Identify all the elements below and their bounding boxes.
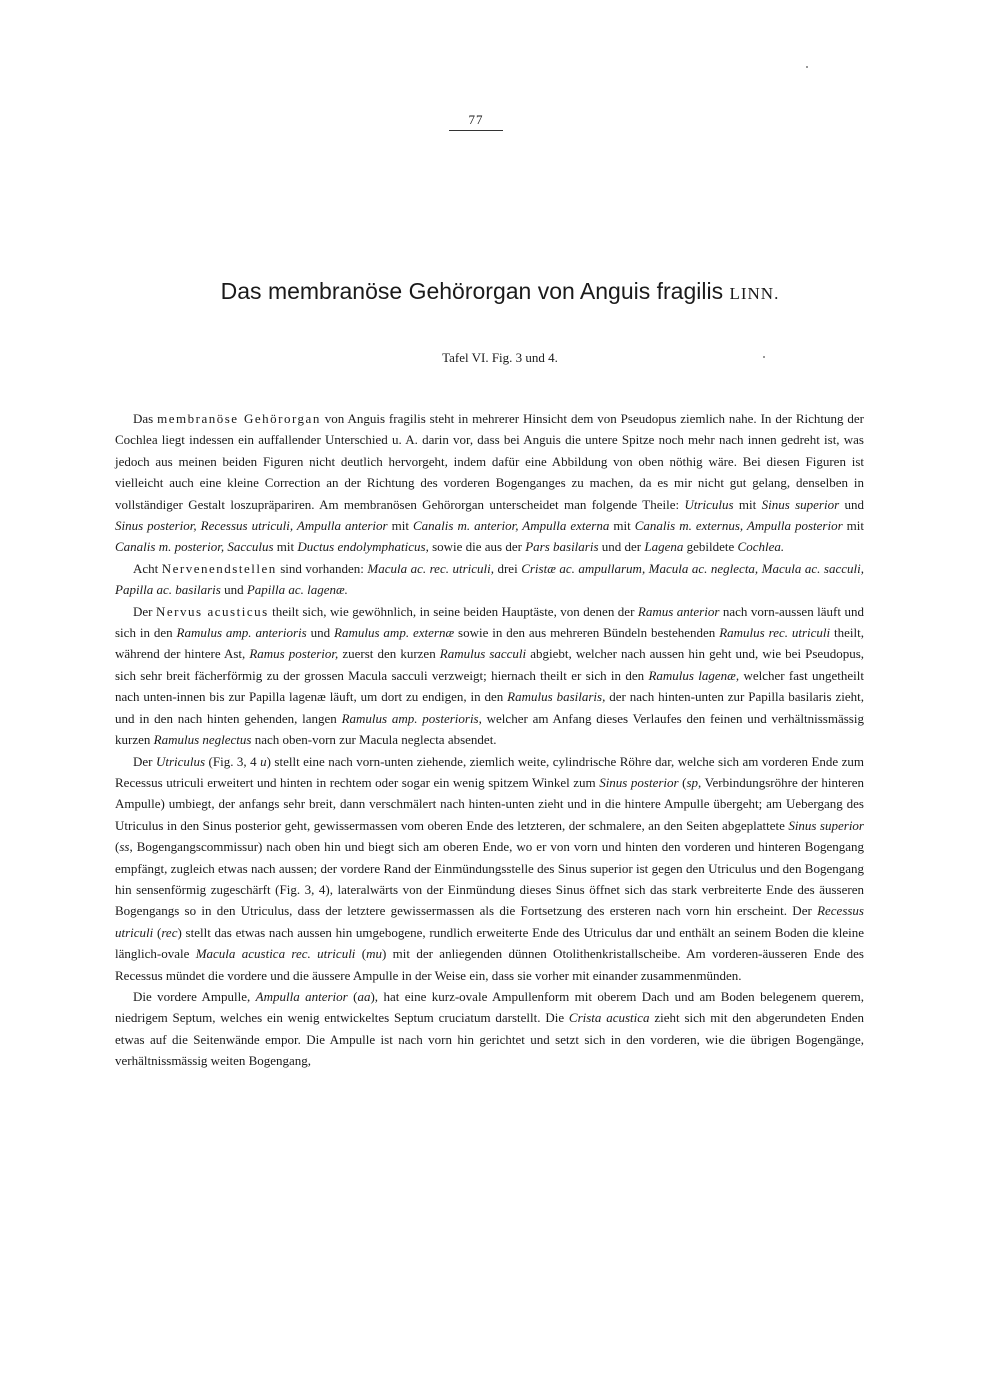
text-run: zuerst den kurzen [338,646,440,662]
text-run: ( [355,946,367,962]
text-run: ) stellt eine nach vorn-unten ziehende, ziemlich weite, cylindrische Röhre dar, welche sich am vorderen Ende zum Recessus utriculi erweitert und hinten in rechtem oder sogar ein wenig spitzem Winkel zum [115,753,864,790]
text-run: Das [133,411,158,426]
italic-term: mu [366,946,382,962]
spaced-term: Nervus acusticus [155,603,269,619]
text-run: ( [153,924,162,940]
italic-term: ss [119,839,130,855]
italic-term: Ramulus basilaris, [507,689,606,705]
italic-term: Canalis m. anterior, Ampulla externa [412,518,610,534]
title-main: Das membranöse Gehörorgan von Anguis fragilis [220,278,724,304]
italic-term: Ramulus sacculi [439,646,527,662]
page-title [0,278,1000,305]
italic-term: Utriculus [684,496,734,512]
text-run: Der [133,753,156,769]
text-run: sowie in den aus mehreren Bündeln bestehenden [454,625,720,641]
spaced-term: membranöse Gehörorgan [157,411,321,426]
italic-term: Sinus posterior, Recessus utriculi, Ampulla anterior [115,518,388,534]
text-run: theilt, während der hintere Ast, [115,625,865,662]
italic-term: Recessus utriculi [115,903,864,940]
text-run: welcher am Anfang dieses Verlaufes den feinen und verhältnissmässig kurzen [115,710,864,748]
text-run: mit [387,518,413,534]
italic-term: Pars basilaris [525,539,599,555]
italic-term: Lagena [644,539,684,555]
text-run: sind vorhanden: [276,560,368,576]
italic-term: Utriculus [155,753,206,769]
scan-speck [806,66,808,68]
italic-term: Ramulus neglectus [153,732,252,748]
text-run: Die vordere Ampulle, [133,988,256,1004]
italic-term: Canalis m. externus, Ampulla posterior [634,518,843,534]
paragraph [115,601,864,751]
spaced-term: Nervenendstellen [161,560,277,576]
text-run: sowie die aus der [428,539,526,555]
text-run: zieht sich mit den abgerundeten Enden etwas auf die Seitenwände empor. Die Ampulle ist nach vorn hin gerichtet und setzt sich in den vorderen, wie die übrigen Bogengänge, verhältnissmässig weiten Bogengang, [115,1010,864,1069]
italic-term: Cochlea. [737,539,785,555]
italic-term: Ramulus amp. anterioris [176,625,307,641]
italic-term: Ramulus amp. posterioris, [341,710,482,726]
italic-term: Sinus superior [761,496,840,512]
text-run: und [220,582,247,598]
title-author: LINN. [729,284,780,303]
italic-term: Canalis m. posterior, Sacculus [115,539,274,555]
paragraph [115,986,864,1072]
italic-term: Ramus anterior [637,603,720,619]
text-run: mit [609,518,635,534]
text-run: mit [273,539,298,555]
italic-term: Ramulus amp. externæ [334,625,455,641]
text-run: und [839,496,865,512]
text-run: gebildete [683,539,738,555]
text-run: nach vorn-aussen läuft und sich in den [115,603,864,641]
italic-term: Macula acustica rec. utriculi [195,946,356,962]
text-run: theilt sich, wie gewöhnlich, in seine beiden Hauptäste, von denen der [268,603,638,619]
italic-term: Macula ac. rec. utriculi, [367,560,494,576]
italic-term: Ductus endolymphaticus, [297,539,429,555]
text-run: von Anguis fragilis steht in mehrerer Hinsicht dem von Pseudopus ziemlich nahe. In der Richtung der Cochlea liegt indessen ein auffallender Unterschied u. A. darin vor, dass bei Anguis die untere Spitze noch mehr nach innen gedreht ist, was jedoch aus meinen beiden Figuren nicht deutlich hervorgeht, indem dafür eine Abbildung von oben nöthig wäre. Bei diesen Figuren ist vielleicht auch eine kleine Correction an der Richtung des vorderen Bogenganges zu machen, da es mir nicht gut gelang, denselben in vollständiger Gestalt loszupräpariren. Am membranösen Gehörorgan unterscheidet man folgende Theile: [115,411,865,512]
text-run: mit [733,496,762,512]
text-run: nach oben-vorn zur Macula neglecta absendet. [251,732,497,748]
text-run: , Verbindungsröhre der hinteren Ampulle) umbiegt, der anfangs sehr breit, dann verschmälert nach hinten-unten zieht und in die hintere Ampulle übergeht; am Uebergang des Utriculus in den Sinus posterior geht, gewissermassen vom oberen Ende des letzteren, der schmalere, an den Seiten abgeplattete [115,774,864,833]
italic-term: Sinus posterior [599,774,679,790]
paragraph [115,408,864,558]
italic-term: Ramulus lagenæ, [648,667,740,683]
paragraph [115,558,864,601]
plate-reference: Tafel VI. Fig. 3 und 4. [442,350,558,365]
text-run: welcher fast ungetheilt nach unten-innen bis zur Papilla lagenæ läuft, um dort zu endigen, in den [115,667,864,705]
italic-term: sp [686,774,699,790]
text-run: Acht [133,560,162,576]
italic-term: aa [357,988,371,1004]
body-text [115,408,864,1072]
text-run: und [306,625,335,641]
italic-term: Cristæ ac. ampullarum, Macula ac. neglecta, Macula ac. sacculi, Papilla ac. basilaris [115,560,864,598]
italic-term: Papilla ac. lagenæ. [246,582,348,598]
text-run: ( [347,988,358,1004]
italic-term: Ramulus rec. utriculi [719,625,831,641]
page-number: 77 [449,112,503,131]
italic-term: Sinus superior [788,817,864,833]
text-run: , Bogengangscommissur) nach oben hin und biegt sich am oberen Ende, wo er von vorn und hinten den vorderen und hinteren Bogengang empfängt, zugleich etwas nach aussen; der vordere Rand der Einmündungsstelle des Sinus superior ist gegen den Utriculus und den Bogengang hin sensenförmig zugeschärft (Fig. 3, 4), lateralwärts von der Einmündung dieses Sinus öffnet sich das stark verbreiterte Ende des äusseren Bogengangs so in den Utriculus, dass der letztere gewissermassen als die Fortsetzung des ersteren nach vorn hin erscheint. Der [115,839,864,919]
italic-term: u [260,753,267,769]
text-run: Der [133,603,156,619]
text-run: mit [842,518,865,534]
text-run: ), hat eine kurz-ovale Ampullenform mit oberem Dach und am Boden belegenem querem, niedrigem Septum, welches ein wenig entwickeltes Septum cruciatum darstellt. Die [115,988,864,1026]
text-run: abgiebt, welcher nach aussen hin geht und, wie bei Pseudopus, sich sehr breit fächerförmig zu der grossen Macula sacculi verzweigt; hiernach theilt er sich in den [115,646,865,683]
text-run: der nach hinten-unten zur Papilla basilaris zieht, und in den nach hinten gehenden, langen [115,689,865,726]
text-run: und der [598,539,645,555]
text-run: ( [678,774,687,790]
text-run: drei [493,560,522,576]
paragraph [115,751,864,986]
scan-speck [763,356,765,358]
text-run: ( [115,839,120,855]
italic-term: rec [161,924,178,940]
text-run: ) mit der anliegenden dünnen Otolithenkristallscheibe. Am vorderen-äusseren Ende des Recessus mündet die vordere und die äussere Ampulle in der Weise ein, dass sie vorher mit einander zusammenmünden. [115,946,864,983]
text-run: (Fig. 3, 4 [205,753,261,769]
italic-term: Ramus posterior, [249,646,339,662]
text-run: ) stellt das etwas nach aussen hin umgebogene, rundlich erweiterte Ende des Utriculus dar und enthält an seinem Boden die kleine länglich-ovale [115,924,864,962]
italic-term: Crista acustica [568,1010,650,1026]
italic-term: Ampulla anterior [255,988,348,1004]
